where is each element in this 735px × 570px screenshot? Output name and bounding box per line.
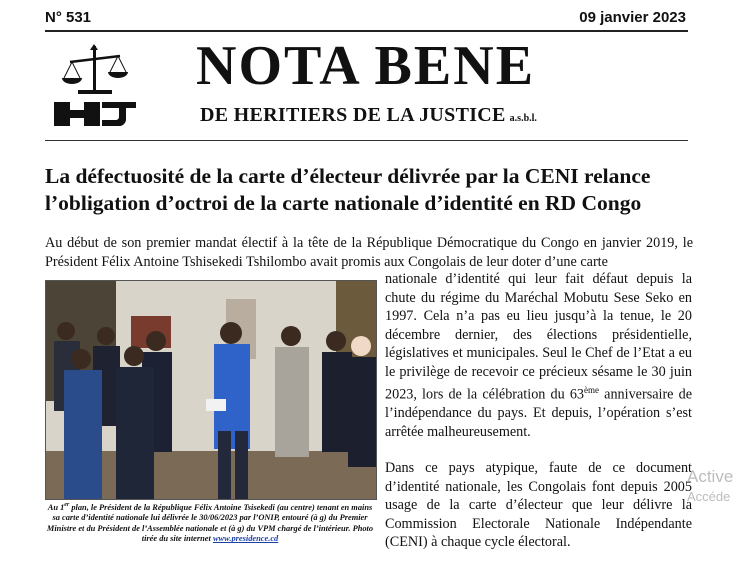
header-rule xyxy=(45,140,688,141)
paragraph-1-text: nationale d’identité qui leur fait défaut depuis la chute du régime du Maréchal Mobutu Sese Seko en 1997. Cela n’a pas eu lieu jusqu’à la tenue, le 20 décembre dernier, des élections présidentielle, législatives et municipales. Seul le Chef de l’Etat a eu le privilège de recevoir ce précieux sésame le 30 juin 2023, lors de la célébration du 63 xyxy=(385,271,692,403)
caption-link[interactable]: www.presidence.cd xyxy=(212,534,279,544)
ordinal-superscript: ème xyxy=(584,385,600,395)
issue-date: 09 janvier 2023 xyxy=(579,9,686,26)
article-column xyxy=(385,270,692,570)
article-lead: Au début de son premier mandat électif à la tête de la République Démocratique du Congo en janvier 2019, le Président Félix Antoine Tshisekedi Tshilombo avait promis aux Congolais de leur doter d’une carte xyxy=(45,235,693,270)
top-rule xyxy=(45,30,688,32)
issue-number: N° 531 xyxy=(45,9,92,26)
subtitle-suffix: a.s.b.l. xyxy=(509,113,537,124)
article-paragraph-1 xyxy=(385,270,692,441)
scales-of-justice-icon xyxy=(50,44,140,126)
article-photo xyxy=(45,280,377,500)
subtitle-text: DE HERITIERS DE LA JUSTICE xyxy=(200,104,506,126)
caption-text: plan, le Président de la République Félix Antoine Tsisekedi (au centre) tenant en mains sa carte d’identité nationale lui délivrée le 30/06/2023 par l’ONIP, entouré (à g) du Premier Ministre et du Président de l’Assemblée nationale et (à g) du VPM chargé de l’intérieur. Photo tirée du site internet xyxy=(46,502,374,544)
caption-superscript: er xyxy=(64,502,70,508)
article-paragraph-2: Dans ce pays atypique, faute de ce document d’identité nationale, les Congolais font depuis 2005 usage de la carte d’électeur que leur délivre la Commission Electorale Nationale Indépendante (CENI) à chaque cycle électoral. xyxy=(385,460,692,551)
activation-watermark xyxy=(687,467,733,507)
article-headline: La défectuosité de la carte d’électeur délivrée par la CENI relance l’obligation d’octroi de la carte nationale d’identité en RD Congo xyxy=(45,164,651,215)
photo-caption xyxy=(45,500,375,545)
caption-text-start: Au 1 xyxy=(47,502,65,512)
newspaper-subtitle xyxy=(200,104,537,127)
newspaper-title: NOTA BENE xyxy=(196,35,536,97)
paragraph-1-end: anniversaire de l’indépendance du pays. Et depuis, l’opération s’est arrêtée malheureusement. xyxy=(385,386,692,440)
watermark-line-2: Accéde xyxy=(687,489,731,504)
watermark-line-1: Active xyxy=(687,467,734,486)
